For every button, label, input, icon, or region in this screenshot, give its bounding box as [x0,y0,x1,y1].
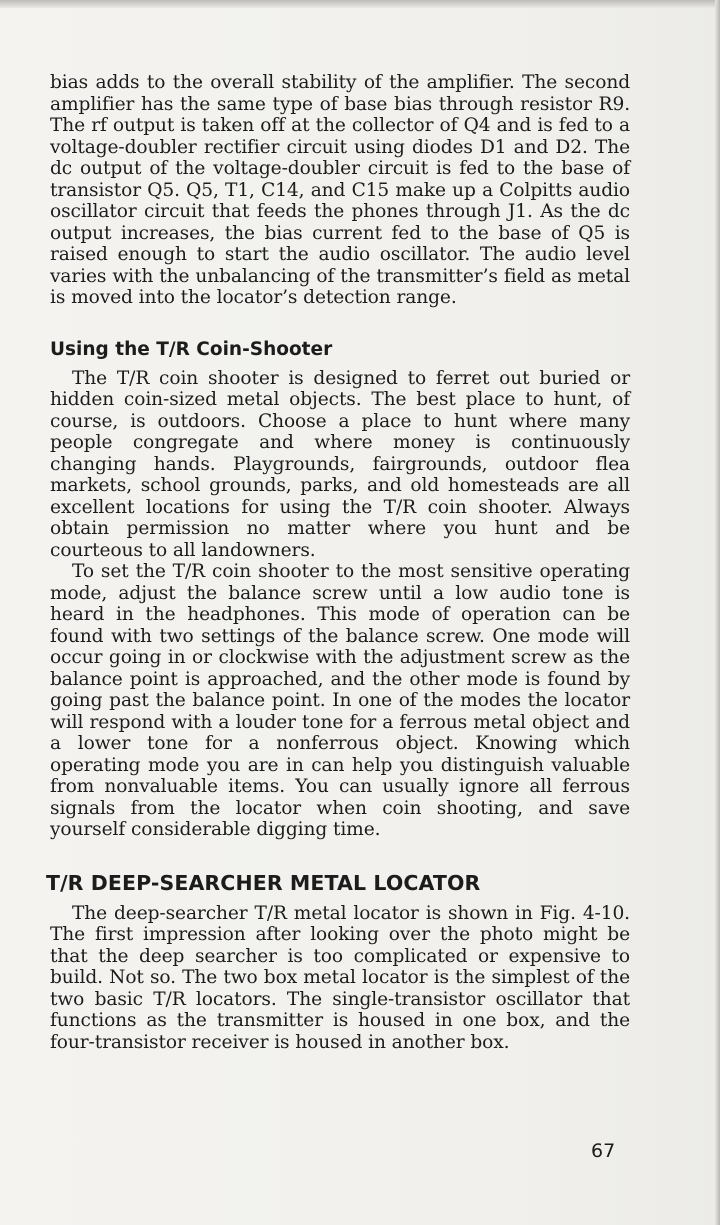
paragraph-amplifier-circuit: bias adds to the overall stability of the amplifier. The second amplifier has the same type of base bias through resistor R9. The rf output is taken off at the collector of Q4 and is fed to a voltage-doubler rectifier circuit using diodes D1 and D2. The dc output of the voltage-doubler circuit is fed to the base of transistor Q5. Q5, T1, C14, and C15 make up a Colpitts audio oscillator circuit that feeds the phones through J1. As the dc output increases, the bias current fed to the base of Q5 is raised enough to start the audio oscillator. The audio level varies with the unbalancing of the transmitter’s field as metal is moved into the locator’s detection range. [50,72,630,308]
page-body [46,72,630,1053]
chapter-heading: T/R DEEP-SEARCHER METAL LOCATOR [46,870,481,895]
paragraph-coin-shooter-intro: The T/R coin shooter is designed to ferret out buried or hidden coin-sized metal objects. The best place to hunt, of course, is outdoors. Choose a place to hunt where many people congregate and where money is continuously changing hands. Playgrounds, fairgrounds, outdoor flea markets, school grounds, parks, and old homesteads are all excellent locations for using the T/R coin shooter. Always obtain permission no matter where you hunt and be courteous to all landowners. [50,367,630,561]
paragraph-deep-searcher: The deep-searcher T/R metal locator is shown in Fig. 4-10. The first impression after looking over the photo might be that the deep searcher is too complicated or expensive to build. Not so. The two box metal locator is the simplest of the two basic T/R locators. The single-transistor oscillator that functions as the transmitter is housed in one box, and the four-transistor receiver is housed in another box. [50,902,630,1053]
paragraph-coin-shooter-setup: To set the T/R coin shooter to the most sensitive operating mode, adjust the balance screw until a low audio tone is heard in the headphones. This mode of operation can be found with two settings of the balance screw. One mode will occur going in or clockwise with the adjustment screw as the balance point is approached, and the other mode is found by going past the balance point. In one of the modes the locator will respond with a louder tone for a ferrous metal object and a lower tone for a nonferrous object. Knowing which operating mode you are in can help you distinguish valuable from nonvaluable items. You can usually ignore all ferrous signals from the locator when coin shooting, and save yourself considerable digging time. [50,561,630,840]
section-heading: Using the T/R Coin-Shooter [50,338,333,360]
page-top-edge [0,0,720,8]
page-number: 67 [591,1140,616,1162]
page-right-edge [715,0,720,1225]
